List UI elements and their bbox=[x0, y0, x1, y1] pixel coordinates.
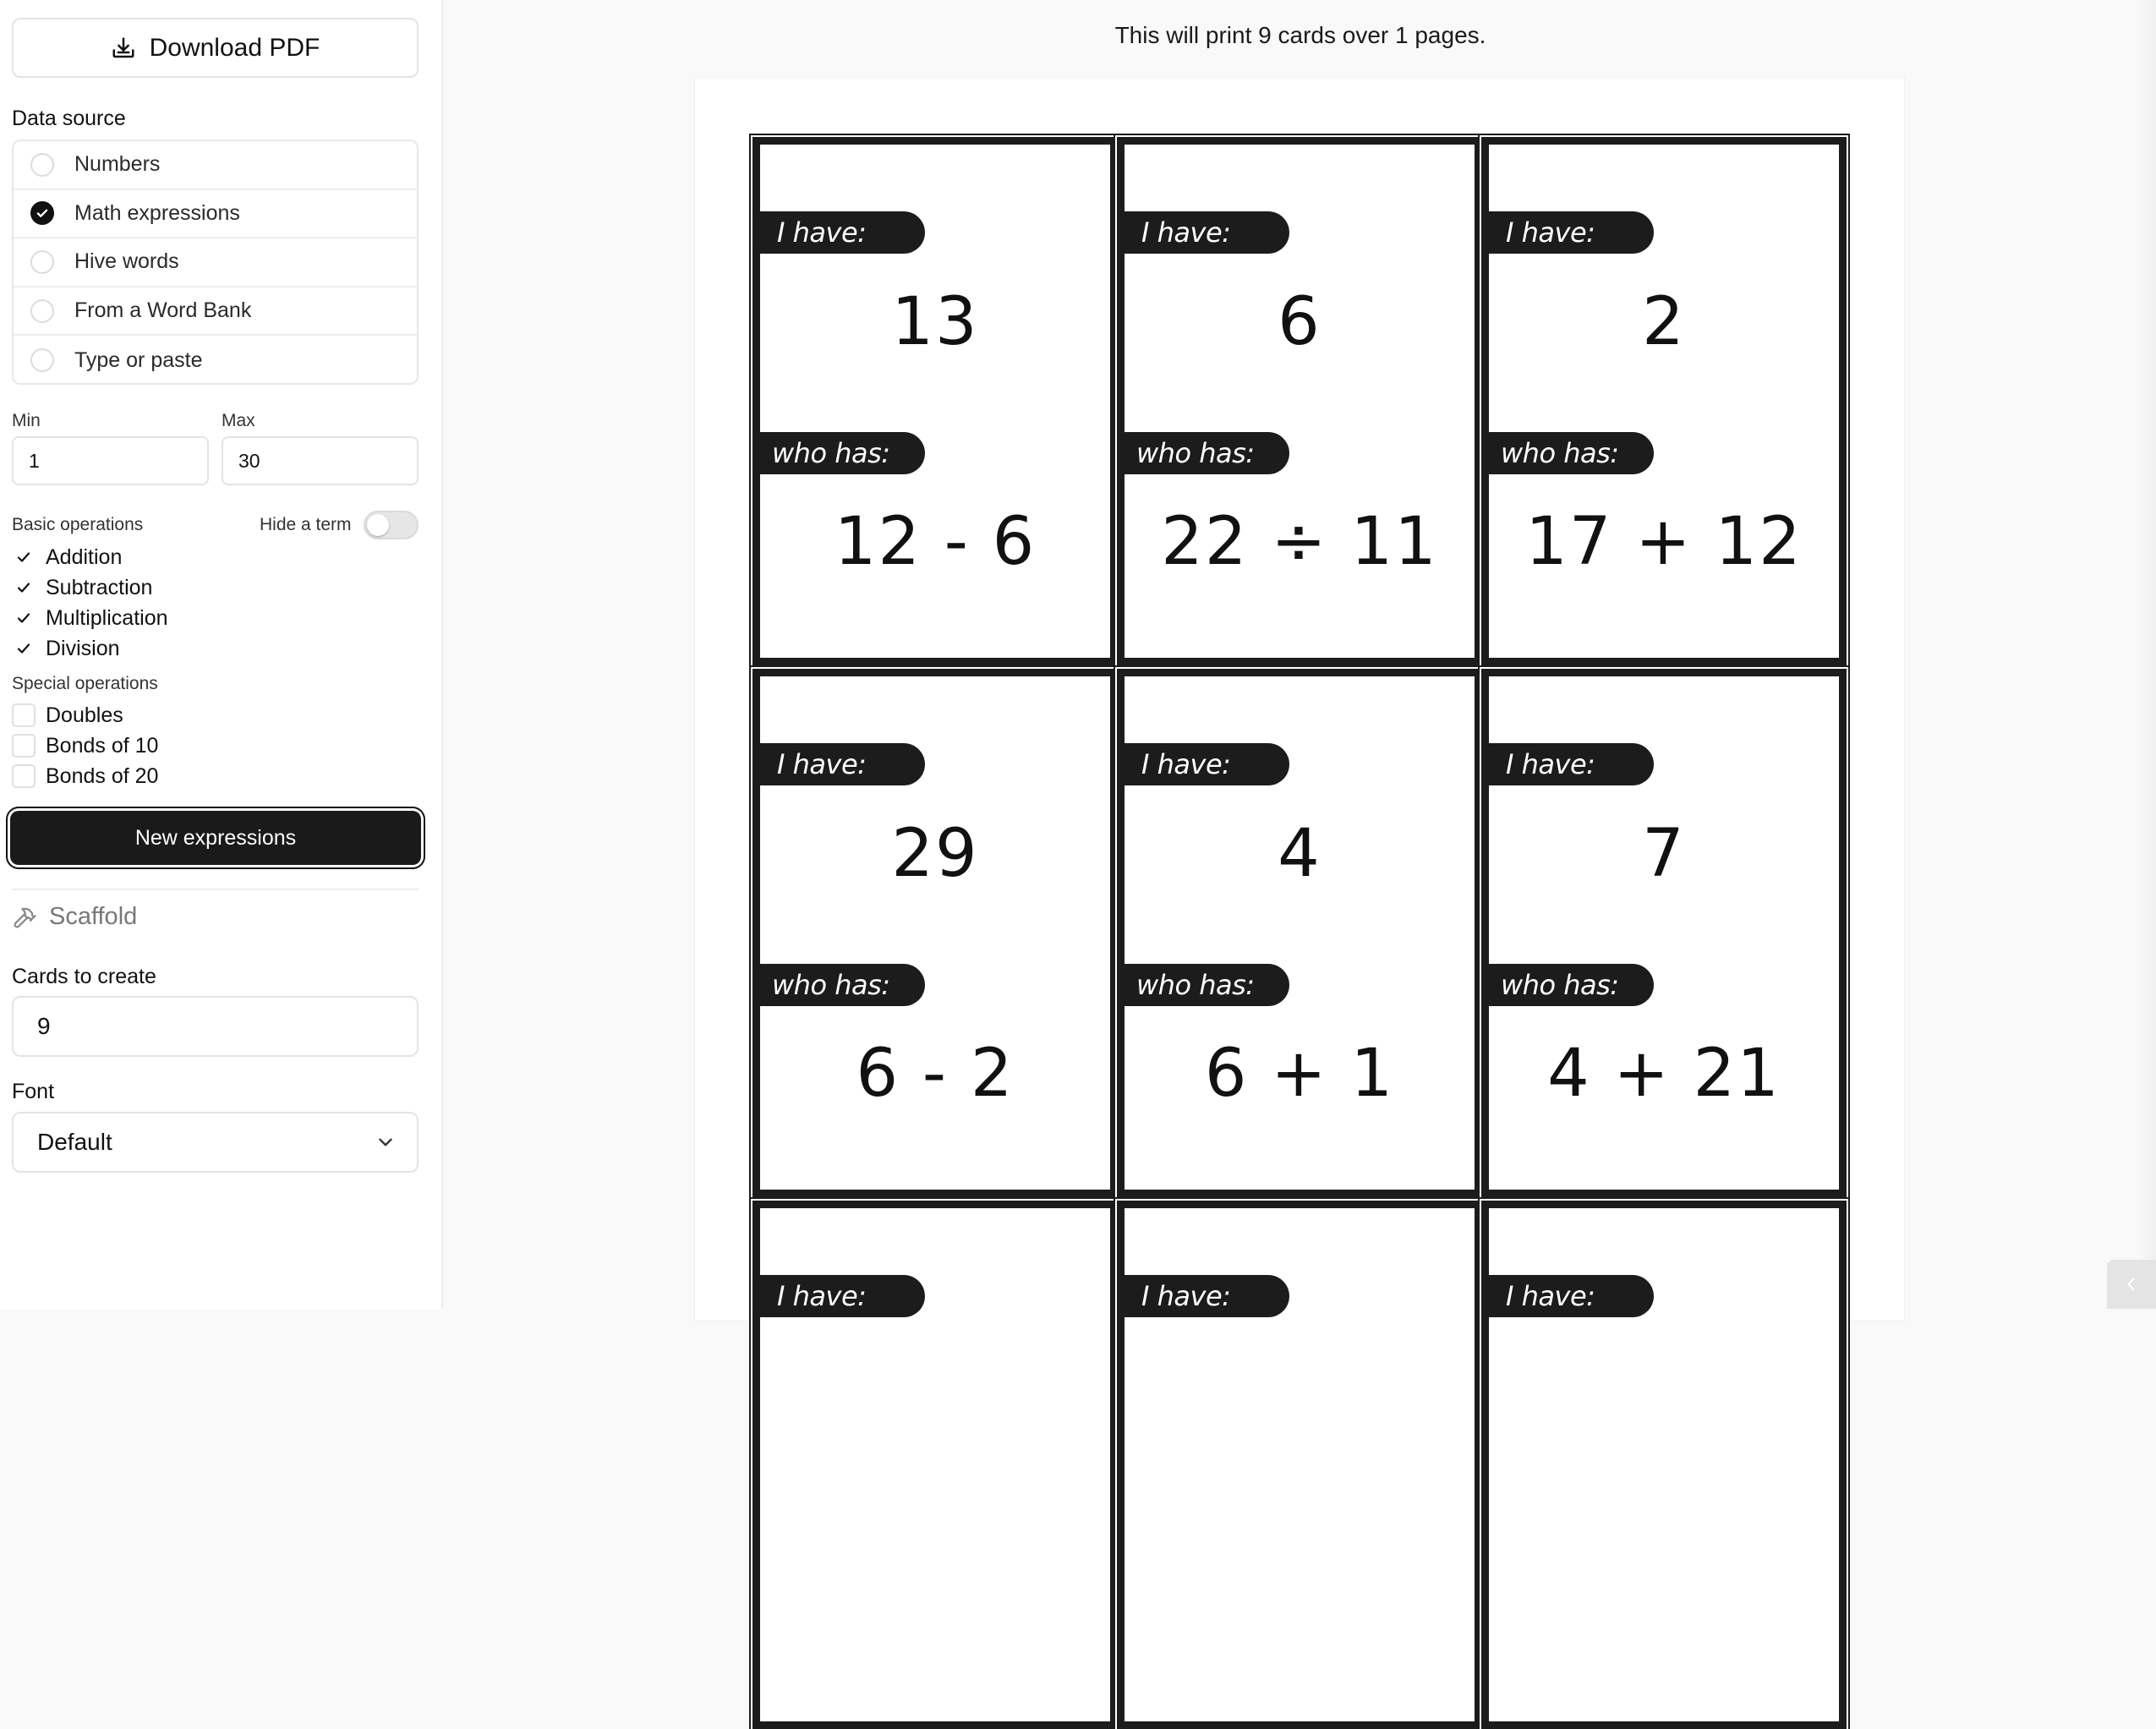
min-label: Min bbox=[12, 411, 41, 430]
data-source-radio-group bbox=[12, 140, 419, 385]
checkbox-label: Bonds of 10 bbox=[46, 733, 159, 758]
card-question: 12 - 6 bbox=[834, 504, 1037, 580]
card-question: 6 - 2 bbox=[856, 1036, 1015, 1112]
scroll-shade bbox=[2136, 0, 2156, 1260]
checkbox-addition[interactable] bbox=[12, 543, 122, 572]
checkbox-label: Division bbox=[46, 636, 120, 660]
checkbox-bonds-of-10[interactable] bbox=[12, 731, 158, 760]
checkmark-icon bbox=[12, 637, 36, 660]
checkbox-division[interactable] bbox=[12, 634, 120, 663]
card-answer: 4 bbox=[1278, 816, 1322, 892]
radio-circle bbox=[30, 250, 54, 274]
radio-label: Type or paste bbox=[74, 347, 203, 372]
sidebar bbox=[0, 0, 443, 1309]
radio-word-bank[interactable] bbox=[14, 287, 417, 336]
card-answer: 6 bbox=[1278, 284, 1322, 360]
checkbox-empty bbox=[12, 734, 36, 758]
who-has-pill: who has: bbox=[1125, 964, 1289, 1006]
bingo-card bbox=[1117, 137, 1482, 665]
checkbox-label: Doubles bbox=[46, 703, 123, 727]
hide-term-label: Hide a term bbox=[260, 515, 352, 534]
i-have-pill: I have: bbox=[760, 211, 925, 254]
max-input[interactable]: 30 bbox=[222, 436, 419, 485]
checkbox-label: Subtraction bbox=[46, 575, 153, 599]
font-select[interactable] bbox=[12, 1112, 419, 1173]
download-pdf-button[interactable] bbox=[12, 18, 419, 78]
checkbox-label: Addition bbox=[46, 544, 123, 569]
checkbox-doubles[interactable] bbox=[12, 701, 123, 730]
checkbox-empty bbox=[12, 703, 36, 727]
radio-circle bbox=[30, 299, 54, 323]
checkbox-label: Bonds of 20 bbox=[46, 763, 159, 788]
bingo-card bbox=[752, 669, 1118, 1197]
chevron-left-icon bbox=[2122, 1275, 2141, 1294]
checkbox-bonds-of-20[interactable] bbox=[12, 762, 158, 791]
scaffold-label: Scaffold bbox=[49, 903, 138, 930]
checkmark-icon bbox=[12, 606, 36, 630]
radio-label: From a Word Bank bbox=[74, 298, 252, 323]
bingo-card bbox=[1117, 669, 1482, 1197]
who-has-pill: who has: bbox=[1489, 432, 1654, 474]
card-answer: 7 bbox=[1642, 816, 1686, 892]
hammer-icon bbox=[12, 905, 37, 930]
preview-area bbox=[445, 0, 2156, 1312]
card-answer: 29 bbox=[891, 816, 979, 892]
card-answer: 2 bbox=[1642, 284, 1686, 360]
print-preview-page bbox=[695, 78, 1904, 1321]
new-expressions-button[interactable]: New expressions bbox=[10, 811, 421, 865]
scaffold-section-toggle[interactable] bbox=[12, 903, 137, 931]
download-pdf-label: Download PDF bbox=[149, 33, 320, 62]
hide-term-toggle[interactable] bbox=[364, 511, 419, 539]
i-have-pill: I have: bbox=[1125, 743, 1289, 785]
cards-to-create-label: Cards to create bbox=[12, 965, 156, 988]
checkbox-empty bbox=[12, 764, 36, 788]
bingo-card bbox=[1481, 669, 1847, 1197]
card-answer: 13 bbox=[891, 284, 979, 360]
max-label: Max bbox=[222, 411, 255, 430]
checkbox-label: Multiplication bbox=[46, 605, 168, 630]
data-source-label: Data source bbox=[12, 107, 126, 130]
collapse-panel-button[interactable] bbox=[2107, 1260, 2156, 1309]
i-have-pill: I have: bbox=[760, 1275, 925, 1317]
who-has-pill: who has: bbox=[1489, 964, 1654, 1006]
bingo-card bbox=[1481, 1201, 1847, 1729]
who-has-pill: who has: bbox=[760, 432, 925, 474]
radio-label: Math expressions bbox=[74, 200, 240, 225]
i-have-pill: I have: bbox=[1125, 1275, 1289, 1317]
basic-operations-label: Basic operations bbox=[12, 515, 144, 534]
special-operations-label: Special operations bbox=[12, 674, 158, 693]
chevron-down-icon bbox=[375, 1131, 397, 1153]
radio-circle bbox=[30, 348, 54, 372]
checkmark-icon bbox=[12, 576, 36, 599]
i-have-pill: I have: bbox=[1489, 743, 1654, 785]
radio-circle bbox=[30, 153, 54, 177]
radio-type-or-paste[interactable] bbox=[14, 336, 417, 385]
font-select-value: Default bbox=[37, 1129, 112, 1155]
card-question: 6 + 1 bbox=[1204, 1036, 1395, 1112]
radio-checked-icon bbox=[30, 201, 54, 225]
card-question: 17 + 12 bbox=[1525, 504, 1803, 580]
i-have-pill: I have: bbox=[1125, 211, 1289, 254]
who-has-pill: who has: bbox=[760, 964, 925, 1006]
radio-math-expressions[interactable] bbox=[14, 190, 417, 239]
radio-numbers[interactable] bbox=[14, 141, 417, 190]
radio-label: Numbers bbox=[74, 152, 161, 177]
i-have-pill: I have: bbox=[1489, 211, 1654, 254]
font-label: Font bbox=[12, 1080, 55, 1103]
checkmark-icon bbox=[12, 545, 36, 569]
bingo-card bbox=[752, 137, 1118, 665]
who-has-pill: who has: bbox=[1125, 432, 1289, 474]
download-icon bbox=[111, 36, 136, 61]
radio-label: Hive words bbox=[74, 249, 179, 274]
divider bbox=[12, 889, 419, 890]
cards-to-create-input[interactable]: 9 bbox=[12, 996, 419, 1057]
checkbox-multiplication[interactable] bbox=[12, 604, 168, 632]
checkbox-subtraction[interactable] bbox=[12, 573, 152, 602]
card-question: 4 + 21 bbox=[1547, 1036, 1781, 1112]
min-input[interactable]: 1 bbox=[12, 436, 209, 485]
radio-hive-words[interactable] bbox=[14, 238, 417, 287]
toggle-knob bbox=[367, 514, 389, 536]
bingo-card bbox=[1481, 137, 1847, 665]
bingo-card bbox=[752, 1201, 1118, 1729]
i-have-pill: I have: bbox=[760, 743, 925, 785]
bingo-card bbox=[1117, 1201, 1482, 1729]
print-info-text: This will print 9 cards over 1 pages. bbox=[1114, 22, 1486, 48]
i-have-pill: I have: bbox=[1489, 1275, 1654, 1317]
card-question: 22 ÷ 11 bbox=[1161, 504, 1438, 580]
